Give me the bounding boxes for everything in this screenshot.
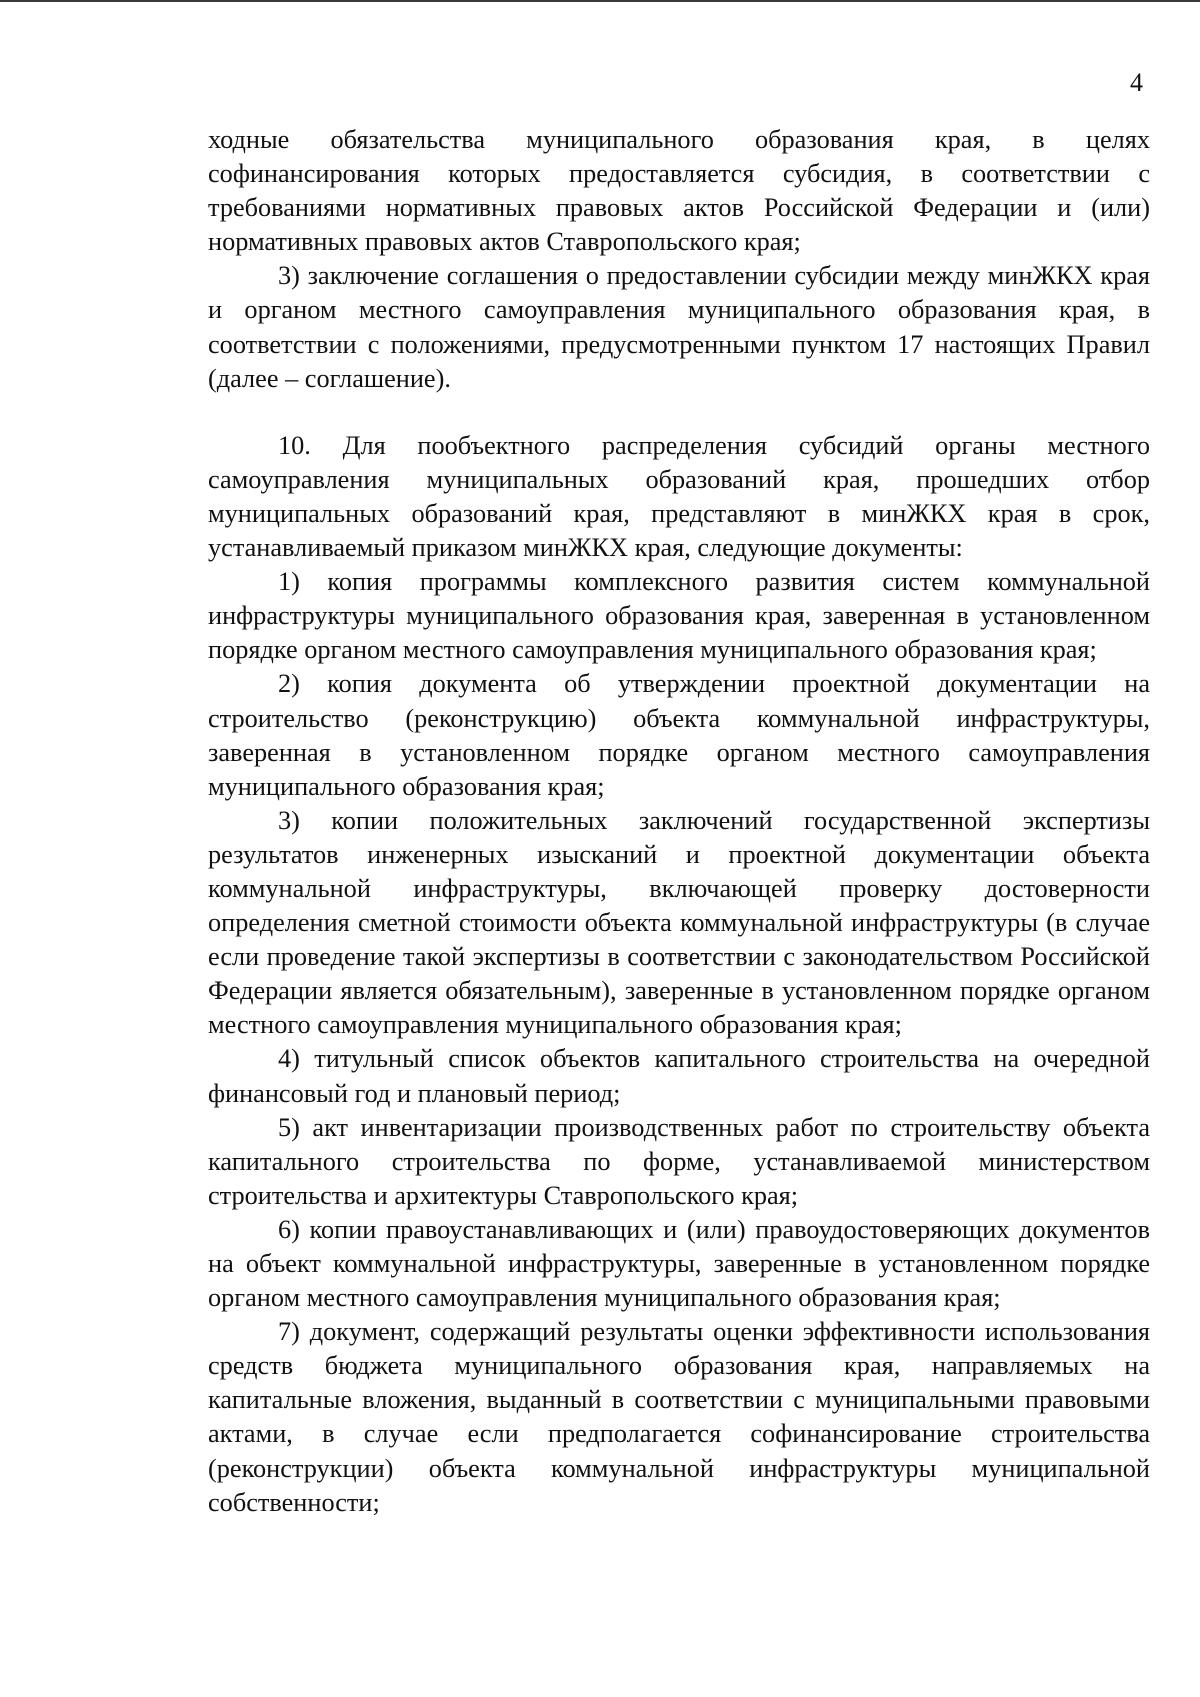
paragraph-section-10: 10. Для пообъектного распределения субсидий органы местного самоуправления муниципальных образований края, прошедших отбор муниципальных образований края, представляют в минЖКХ края в срок, устанавливаемый приказом минЖКХ края, следующие документы:: [208, 430, 1150, 563]
paragraph-item-10-3: 3) копии положительных заключений государственной экспертизы результатов инженерных изысканий и проектной документации объекта коммунальной инфраструктуры, включающей проверку достоверности определения сметной стоимости объекта коммунальной инфраструктуры (в случае если проведение такой экспертизы в соответствии с законодательством Российской Федерации является обязательным), заверенные в установленном порядке органом местного самоуправления муниципального образования края;: [208, 805, 1150, 1040]
paragraph-continuation: ходные обязательства муниципального образования края, в целях софинансирования которых предоставляется субсидия, в соответствии с требованиями нормативных правовых актов Российской Федерации и (или) нормативных правовых актов Ставропольского края;: [208, 125, 1150, 257]
paragraph-item-10-6: 6) копии правоустанавливающих и (или) правоудостоверяющих документов на объект коммунальной инфраструктуры, заверенные в установленном порядке органом местного самоуправления муниципального образования края;: [208, 1214, 1150, 1313]
paragraph-item-10-2: 2) копия документа об утверждении проектной документации на строительство (реконструкцию) объекта коммунальной инфраструктуры, заверенная в установленном порядке органом местного самоуправления муниципального образования края;: [208, 669, 1150, 801]
paragraph-item-10-4: 4) титульный список объектов капитального строительства на очередной финансовый год и плановый период;: [208, 1044, 1150, 1108]
document-body: [208, 123, 1150, 1520]
page-number: 4: [1130, 68, 1143, 97]
paragraph-item-10-5: 5) акт инвентаризации производственных работ по строительству объекта капитального строительства по форме, устанавливаемой министерством строительства и архитектуры Ставропольского края;: [208, 1112, 1150, 1210]
scan-top-edge-line: [0, 0, 1200, 2]
paragraph-item-10-1: 1) копия программы комплексного развития систем коммунальной инфраструктуры муниципального образования края, заверенная в установленном порядке органом местного самоуправления муниципального образования края;: [208, 567, 1150, 665]
paragraph-item-9-3: 3) заключение соглашения о предоставлении субсидии между минЖКХ края и органом местного самоуправления муниципального образования края, в соответствии с положениями, предусмотренными пунктом 17 настоящих Правил (далее – соглашение).: [208, 261, 1150, 393]
paragraph-item-10-7: 7) документ, содержащий результаты оценки эффективности использования средств бюджета муниципального образования края, направляемых на капитальные вложения, выданный в соответствии с муниципальными правовыми актами, в случае если предполагается софинансирование строительства (реконструкции) объекта коммунальной инфраструктуры муниципальной собственности;: [208, 1317, 1150, 1517]
